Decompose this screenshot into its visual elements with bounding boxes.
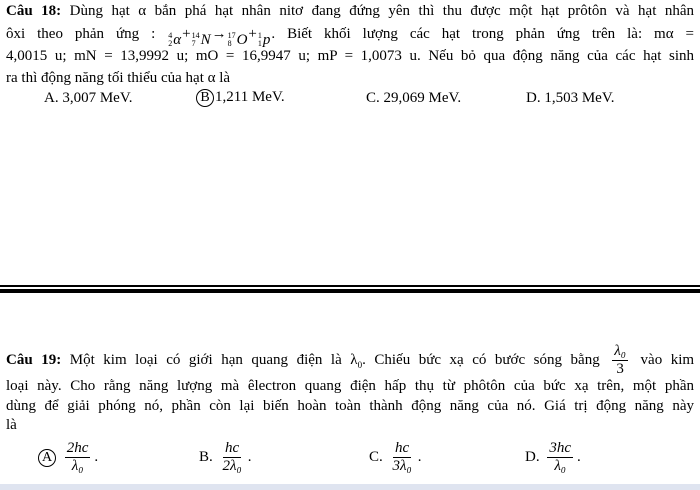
q18-text-3: 4,0015 u; mN = 13,9992 u; mO = 16,9947 u; mP = 1,0073 u. Nếu bỏ qua động năng của các hạt sinh	[6, 48, 694, 64]
q19-line-3	[6, 397, 694, 415]
nitrogen-nuclide: 14 7 N	[191, 31, 211, 48]
q18-line-4	[6, 69, 230, 87]
q18-text-1: Dùng hạt α bắn phá hạt nhân nitơ đang đứng yên thì thu được một hạt prôtôn và hạt nhân	[69, 3, 695, 19]
q19-option-d[interactable]: D. $\frac{3hc}{\text{λ₀}}$ .	[525, 440, 581, 474]
q18-text-4: ra thì động năng tối thiểu của hạt α là	[6, 70, 231, 86]
answer-circle-icon: B	[196, 89, 214, 107]
bottom-bar	[0, 484, 700, 490]
q19-text-1b: . Chiếu bức xạ có bước sóng bằng	[362, 352, 600, 368]
q18-text-2a: ôxi theo phản ứng :	[6, 26, 168, 42]
q19-line-4	[6, 416, 17, 434]
q18-line-3	[6, 47, 694, 65]
q19-option-a[interactable]: A $\frac{2hc}{\text{λ₀}}$ .	[38, 440, 98, 475]
q18-option-a[interactable]: A. 3,007 MeV.	[44, 90, 133, 106]
lambda-over-3-fraction: $\frac{\text{λ₀}}{3}$	[614, 343, 626, 378]
q19-option-b[interactable]: B. $\frac{hc}{\text{2λ₀}}$ .	[199, 440, 252, 474]
divider-thin	[0, 285, 700, 287]
q19-line-1: Câu 19: Một kim loại có giới hạn quang điện là $\lambda_0$. Chiếu bức xạ có bước sóng bằng $\frac{\text{λ₀}}{3}$ vào kim	[6, 343, 695, 378]
q18-option-c[interactable]: C. 29,069 MeV.	[366, 90, 462, 106]
q19-text-2: loại này. Cho rằng năng lượng mà êlectron quang điện hấp thụ từ phôtôn của bức xạ trên, một phần	[6, 378, 694, 394]
oxygen-nuclide: 17 8 O	[227, 31, 248, 48]
divider-thick	[0, 289, 700, 293]
q19-text-3: dùng để giải phóng nó, phần còn lại biến hoàn toàn thành động năng của nó. Giá trị động năng này	[6, 398, 694, 414]
q18-option-b[interactable]: B 1,211 MeV.	[196, 89, 285, 107]
q19-line-2	[6, 377, 694, 395]
arrow-icon: →	[211, 26, 227, 42]
proton-nuclide: 1 1 p	[257, 31, 271, 48]
q18-option-d[interactable]: D. 1,503 MeV.	[526, 90, 615, 106]
q18-line-1	[6, 2, 694, 20]
q19-label: Câu 19:	[6, 352, 62, 368]
q18-line-2: ôxi theo phản ứng : 4 2 α + 14 7 N → 17 8 O + 1 1 p . Biết khối lượng các hạt trong phản ứng trên là: mα =	[6, 26, 694, 48]
q19-text-1c: vào kim	[640, 352, 695, 368]
answer-circle-icon: A	[38, 449, 56, 467]
q18-text-2b: . Biết khối lượng các hạt trong phản ứng trên là: mα =	[271, 26, 694, 42]
q18-label: Câu 18:	[6, 3, 62, 19]
q19-option-c[interactable]: C. $\frac{hc}{\text{3λ₀}}$ .	[369, 440, 422, 474]
q19-text-4: là	[6, 417, 17, 433]
alpha-nuclide: 4 2 α	[168, 31, 182, 48]
q19-text-1a: Một kim loại có giới hạn quang điện là λ	[69, 352, 358, 368]
